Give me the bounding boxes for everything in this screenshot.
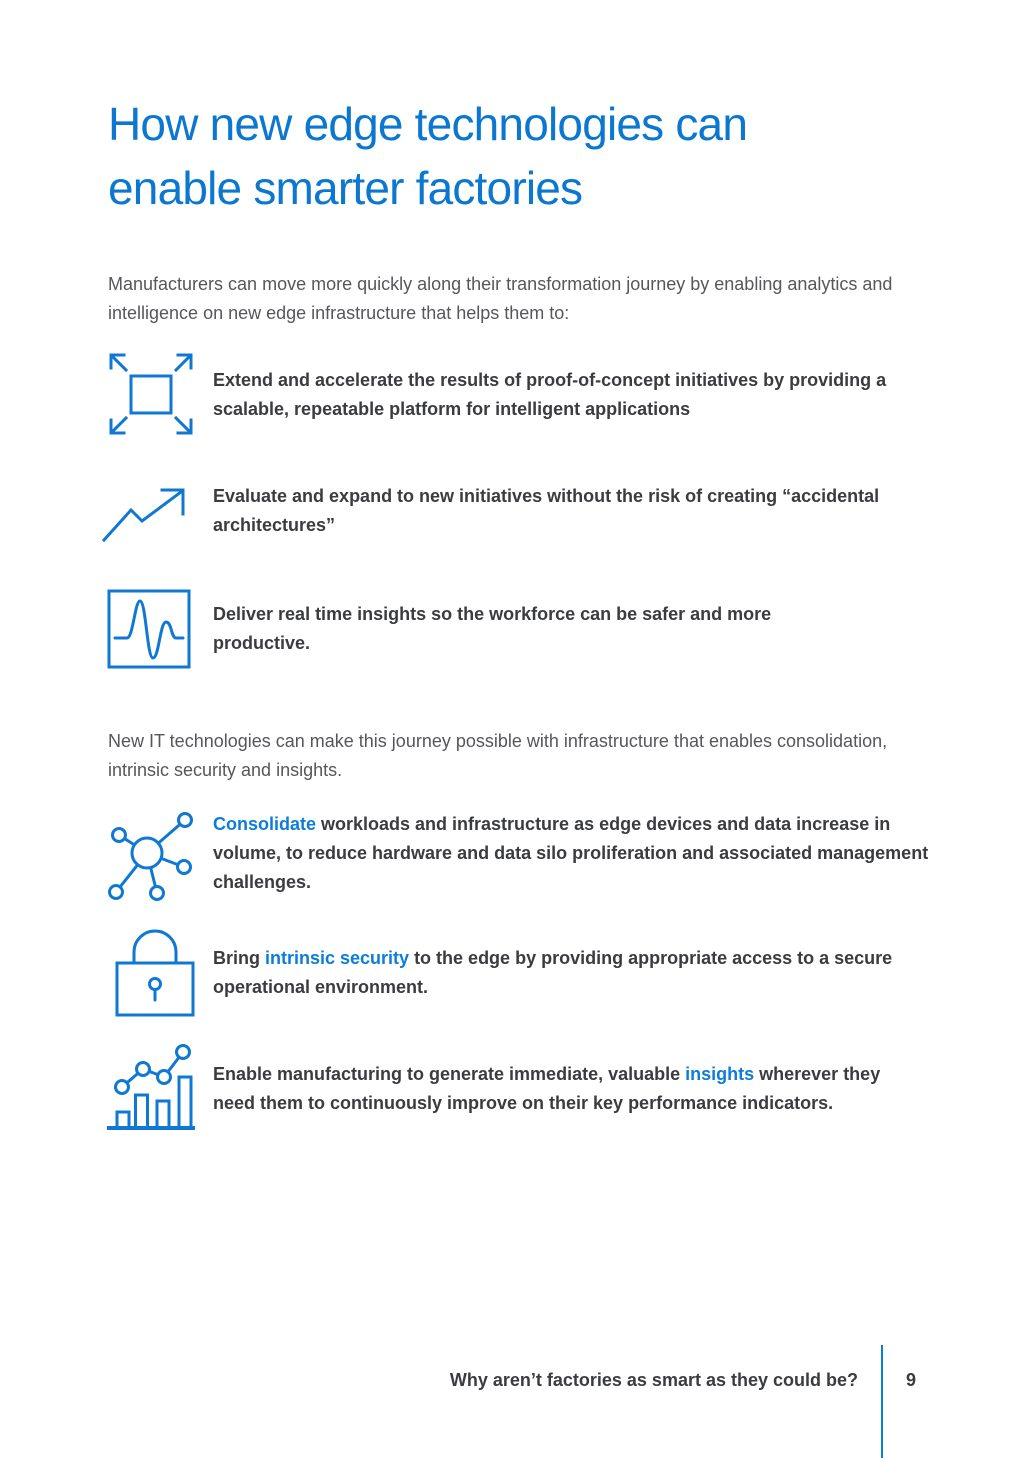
item-text-segment: wherever they need them to continuously improve on their key performance indicators.: [213, 1064, 881, 1113]
benefit-item-text: [213, 810, 953, 897]
footer-section-title: Why aren’t factories as smart as they could be?: [449, 1370, 858, 1390]
item-link[interactable]: insights: [685, 1064, 755, 1084]
benefit-item-text: [213, 600, 873, 658]
item-text-segment: Extend and accelerate the results of proof-of-concept initiatives by providing a scalable, repeatable platform for intelligent applications: [213, 370, 887, 419]
network-hub-icon: [103, 806, 198, 901]
benefit-item-text: [213, 1060, 903, 1118]
item-text-segment: Deliver real time insights so the workforce can be safer and more productive.: [213, 604, 772, 653]
section-paragraph: New IT technologies can make this journey possible with infrastructure that enables consolidation, intrinsic security and insights.: [108, 731, 888, 780]
footer-divider: [881, 1345, 883, 1458]
benefit-item-text: [213, 944, 943, 1002]
page-title: [108, 92, 747, 220]
padlock-icon: [114, 926, 196, 1018]
page-number: 9: [906, 1370, 917, 1390]
item-text-segment: Evaluate and expand to new initiatives without the risk of creating “accidental architectures”: [213, 486, 880, 535]
item-link[interactable]: intrinsic security: [265, 948, 410, 968]
item-text-segment: to the edge by providing appropriate access to a secure operational environment.: [213, 948, 893, 997]
page-title-line-1: How new edge technologies can: [108, 98, 748, 150]
pulse-waveform-icon: [107, 589, 191, 669]
benefit-item-text: [213, 482, 893, 540]
intro-paragraph: Manufacturers can move more quickly along their transformation journey by enabling analytics and intelligence on new edge infrastructure that helps them to:: [108, 274, 893, 323]
item-text-segment: Bring: [213, 948, 265, 968]
page-title-line-2: enable smarter factories: [108, 162, 583, 214]
item-text-segment: Enable manufacturing to generate immediate, valuable: [213, 1064, 686, 1084]
item-text-segment: workloads and infrastructure as edge devices and data increase in volume, to reduce hardware and data silo proliferation and associated management challenges.: [213, 814, 929, 892]
bar-chart-growth-icon: [104, 1044, 196, 1136]
expand-arrows-icon: [105, 349, 197, 439]
benefit-item-text: [213, 366, 893, 424]
item-link[interactable]: Consolidate: [213, 814, 317, 834]
trend-up-arrow-icon: [100, 482, 190, 544]
